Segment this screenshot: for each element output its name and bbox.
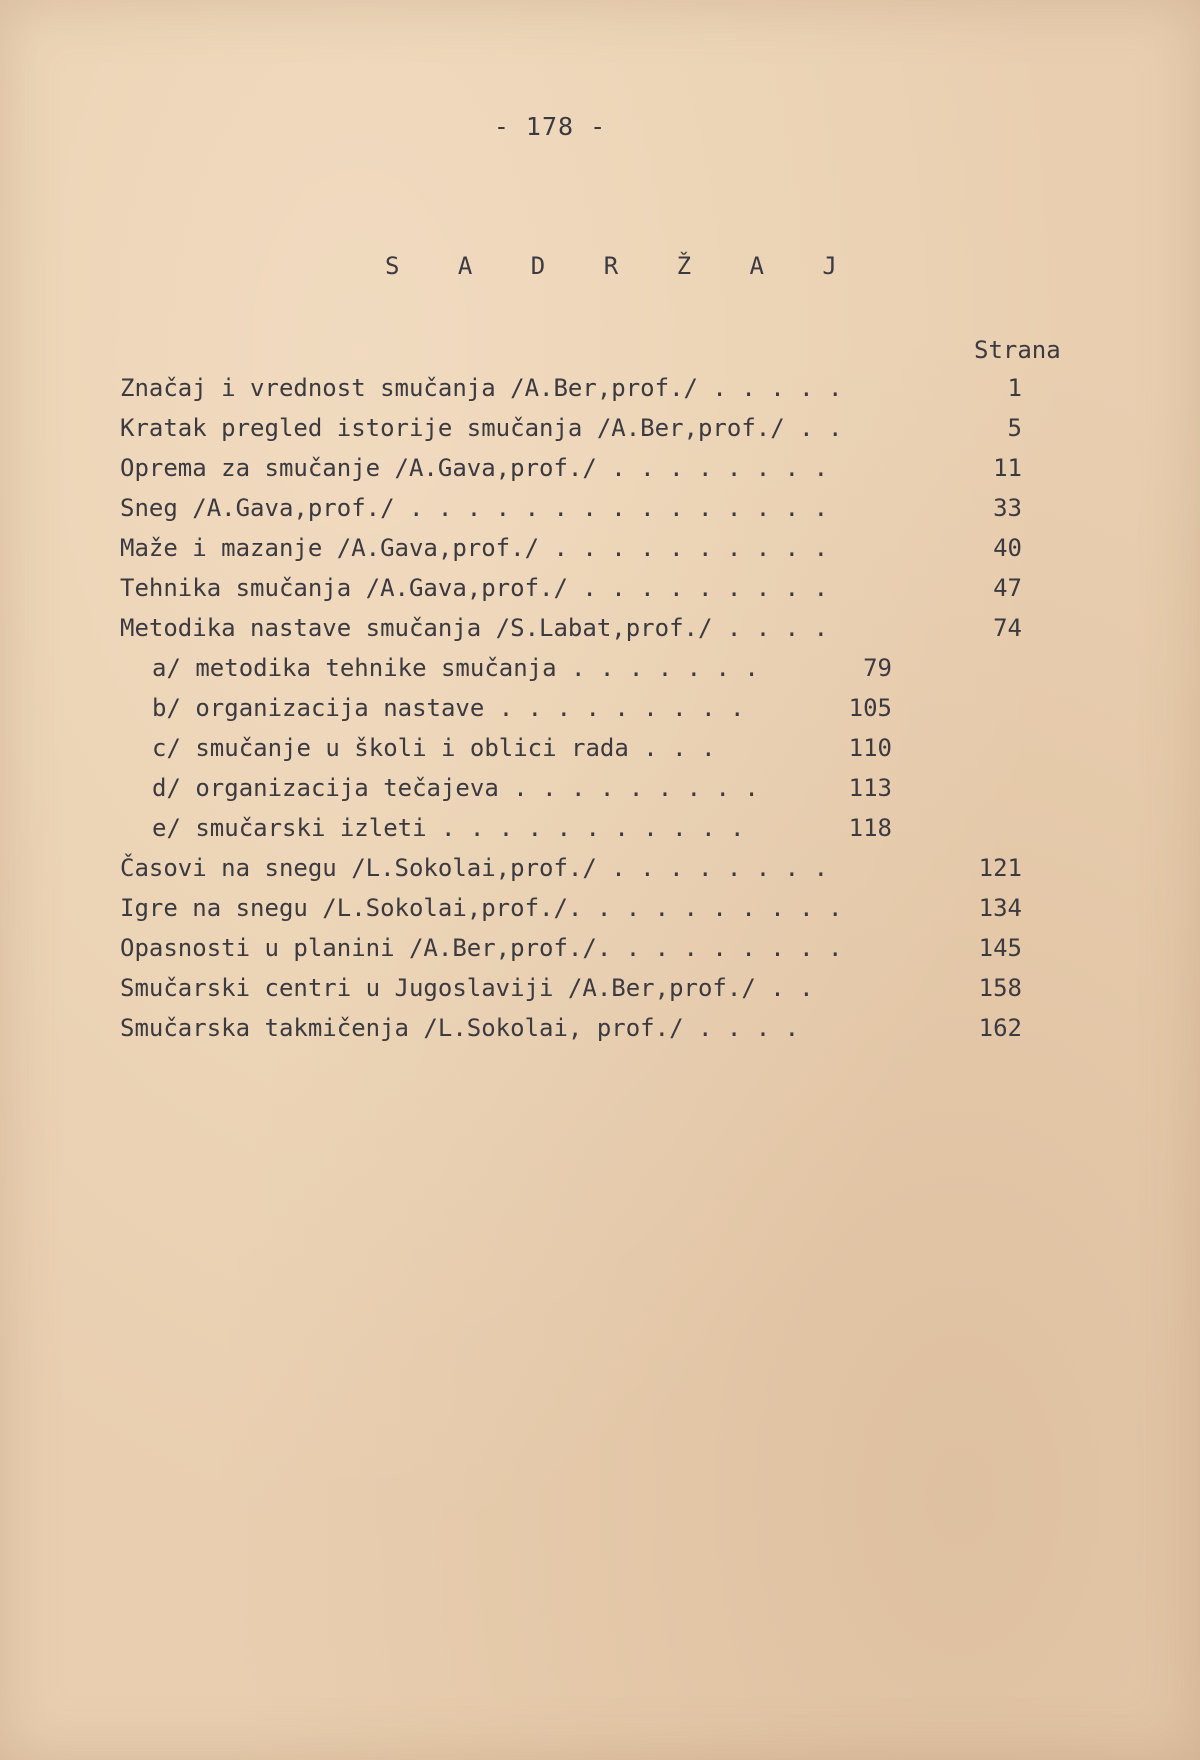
toc-entry-title: Igre na snegu /L.Sokolai,prof./. . . . . . . . . . [120, 894, 843, 922]
toc-entry-page: 162 [978, 1014, 1022, 1042]
toc-entry [0, 414, 1200, 454]
toc-entry-page: 134 [978, 894, 1022, 922]
toc-sub-entry [0, 694, 1200, 734]
toc-entry-title: Smučarski centri u Jugoslaviji /A.Ber,prof./ . . [120, 974, 814, 1002]
toc-entry-page: 5 [1007, 414, 1022, 442]
toc-sub-entry-title: c/ smučanje u školi i oblici rada . . . [152, 734, 716, 762]
toc-entry [0, 374, 1200, 414]
toc-entry [0, 574, 1200, 614]
toc-sub-entry-page: 105 [848, 694, 892, 722]
page-title: S A D R Ž A J [385, 252, 859, 280]
toc-entry-page: 1 [1007, 374, 1022, 402]
toc-sub-entry-title: b/ organizacija nastave . . . . . . . . . [152, 694, 745, 722]
toc-sub-entry [0, 814, 1200, 854]
toc-entry-page: 74 [993, 614, 1022, 642]
toc-sub-entry-title: d/ organizacija tečajeva . . . . . . . . . [152, 774, 759, 802]
toc-entry-page: 47 [993, 574, 1022, 602]
toc-sub-entry-title: e/ smučarski izleti . . . . . . . . . . . [152, 814, 745, 842]
toc-entry-title: Tehnika smučanja /A.Gava,prof./ . . . . . . . . . [120, 574, 829, 602]
toc-entry-page: 121 [978, 854, 1022, 882]
toc-sub-entry-page: 110 [848, 734, 892, 762]
toc-entry-title: Smučarska takmičenja /L.Sokolai, prof./ . . . . [120, 1014, 800, 1042]
toc-entry [0, 534, 1200, 574]
toc-entry-title: Opasnosti u planini /A.Ber,prof./. . . . . . . . . [120, 934, 843, 962]
table-of-contents [0, 374, 1200, 1054]
toc-entry-title: Sneg /A.Gava,prof./ . . . . . . . . . . . . . . . [120, 494, 829, 522]
toc-sub-entry [0, 654, 1200, 694]
toc-entry [0, 1014, 1200, 1054]
toc-entry [0, 934, 1200, 974]
toc-entry [0, 614, 1200, 654]
toc-sub-entry-page: 79 [863, 654, 892, 682]
toc-entry [0, 974, 1200, 1014]
toc-entry-page: 158 [978, 974, 1022, 1002]
toc-entry-title: Oprema za smučanje /A.Gava,prof./ . . . . . . . . [120, 454, 829, 482]
toc-entry [0, 494, 1200, 534]
toc-entry-page: 40 [993, 534, 1022, 562]
toc-entry-title: Kratak pregled istorije smučanja /A.Ber,prof./ . . [120, 414, 843, 442]
toc-sub-entry-page: 113 [848, 774, 892, 802]
toc-entry [0, 454, 1200, 494]
toc-sub-entry-title: a/ metodika tehnike smučanja . . . . . . . [152, 654, 759, 682]
toc-sub-entry [0, 734, 1200, 774]
toc-entry-page: 11 [993, 454, 1022, 482]
toc-entry-title: Značaj i vrednost smučanja /A.Ber,prof./ . . . . . [120, 374, 843, 402]
toc-entry-title: Metodika nastave smučanja /S.Labat,prof./ . . . . [120, 614, 829, 642]
toc-sub-entry [0, 774, 1200, 814]
page-number: - 178 - [493, 112, 607, 141]
page-column-header: Strana [974, 336, 1061, 364]
toc-entry-page: 145 [978, 934, 1022, 962]
toc-entry-page: 33 [993, 494, 1022, 522]
toc-entry [0, 854, 1200, 894]
toc-entry [0, 894, 1200, 934]
toc-sub-entry-page: 118 [848, 814, 892, 842]
toc-entry-title: Časovi na snegu /L.Sokolai,prof./ . . . . . . . . [120, 854, 829, 882]
toc-entry-title: Maže i mazanje /A.Gava,prof./ . . . . . . . . . . [120, 534, 829, 562]
